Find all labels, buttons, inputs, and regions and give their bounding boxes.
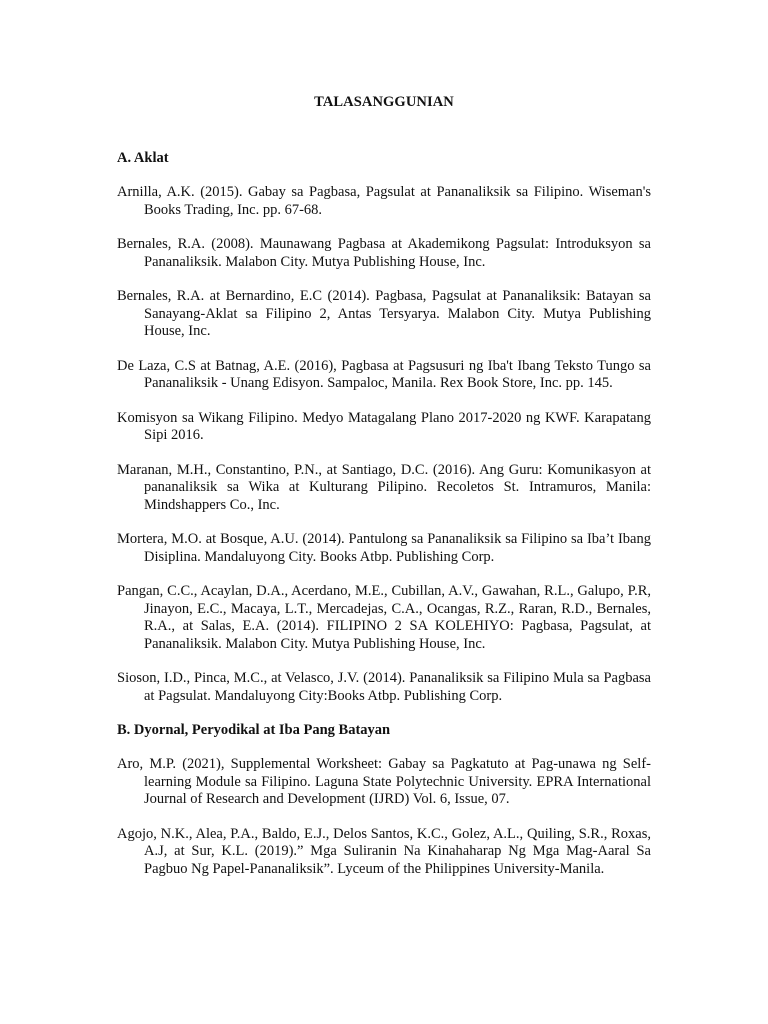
reference-entry: Pangan, C.C., Acaylan, D.A., Acerdano, M.E., Cubillan, A.V., Gawahan, R.L., Galupo, P.R, Jinayon, E.C., Macaya, L.T., Mercadejas, C.A., Ocangas, R.Z., Raran, R.D., Bernales, R.A., at Salas, E.A. (2014). FILIPINO 2 SA KOLEHIYO: Pagbasa, Pagsulat, at Pananaliksik. Malabon City. Mutya Publishing House, Inc. bbox=[117, 583, 651, 652]
reference-entry: Arnilla, A.K. (2015). Gabay sa Pagbasa, Pagsulat at Pananaliksik sa Filipino. Wiseman's Books Trading, Inc. pp. 67-68. bbox=[117, 184, 651, 218]
reference-entry: Mortera, M.O. at Bosque, A.U. (2014). Pantulong sa Pananaliksik sa Filipino sa Iba’t Ibang Disiplina. Mandaluyong City. Books Atbp. Publishing Corp. bbox=[117, 531, 651, 565]
section-heading-books: A. Aklat bbox=[117, 150, 169, 166]
reference-list-journals bbox=[117, 756, 651, 878]
reference-entry: Aro, M.P. (2021), Supplemental Worksheet: Gabay sa Pagkatuto at Pag-unawa ng Self-learning Module sa Filipino. Laguna State Polytechnic University. EPRA International Journal of Research and Development (IJRD) Vol. 6, Issue, 07. bbox=[117, 756, 651, 807]
reference-entry: Maranan, M.H., Constantino, P.N., at Santiago, D.C. (2016). Ang Guru: Komunikasyon at pananaliksik sa Wika at Kulturang Pilipino. Recoletos St. Intramuros, Manila: Mindshappers Co., Inc. bbox=[117, 461, 651, 513]
reference-entry: Sioson, I.D., Pinca, M.C., at Velasco, J.V. (2014). Pananaliksik sa Filipino Mula sa Pagbasa at Pagsulat. Mandaluyong City:Books Atbp. Publishing Corp. bbox=[117, 670, 651, 704]
reference-entry: Komisyon sa Wikang Filipino. Medyo Matagalang Plano 2017-2020 ng KWF. Karapatang Sipi 2016. bbox=[117, 409, 651, 443]
section-journals bbox=[117, 722, 651, 878]
reference-entry: De Laza, C.S at Batnag, A.E. (2016), Pagbasa at Pagsusuri ng Iba't Ibang Teksto Tungo sa Pananaliksik - Unang Edisyon. Sampaloc, Manila. Rex Book Store, Inc. pp. 145. bbox=[117, 357, 651, 391]
section-heading-journals: B. Dyornal, Peryodikal at Iba Pang Batayan bbox=[117, 722, 391, 738]
reference-list-books bbox=[117, 184, 651, 705]
reference-entry: Agojo, N.K., Alea, P.A., Baldo, E.J., Delos Santos, K.C., Golez, A.L., Quiling, S.R., Roxas, A.J, at Sur, K.L. (2019).” Mga Suliranin Na Kinahaharap Ng Mga Mag-Aaral Sa Pagbuo Ng Papel-Pananaliksik”. Lyceum of the Philippines University-Manila. bbox=[117, 825, 651, 877]
reference-entry: Bernales, R.A. (2008). Maunawang Pagbasa at Akademikong Pagsulat: Introduksyon sa Pananaliksik. Malabon City. Mutya Publishing House, Inc. bbox=[117, 236, 651, 270]
reference-entry: Bernales, R.A. at Bernardino, E.C (2014). Pagbasa, Pagsulat at Pananaliksik: Batayan sa Sanayang-Aklat sa Filipino 2, Antas Tersyarya. Malabon City. Mutya Publishing House, Inc. bbox=[117, 288, 651, 339]
page-title: TALASANGGUNIAN bbox=[314, 94, 454, 110]
section-books bbox=[117, 150, 651, 705]
